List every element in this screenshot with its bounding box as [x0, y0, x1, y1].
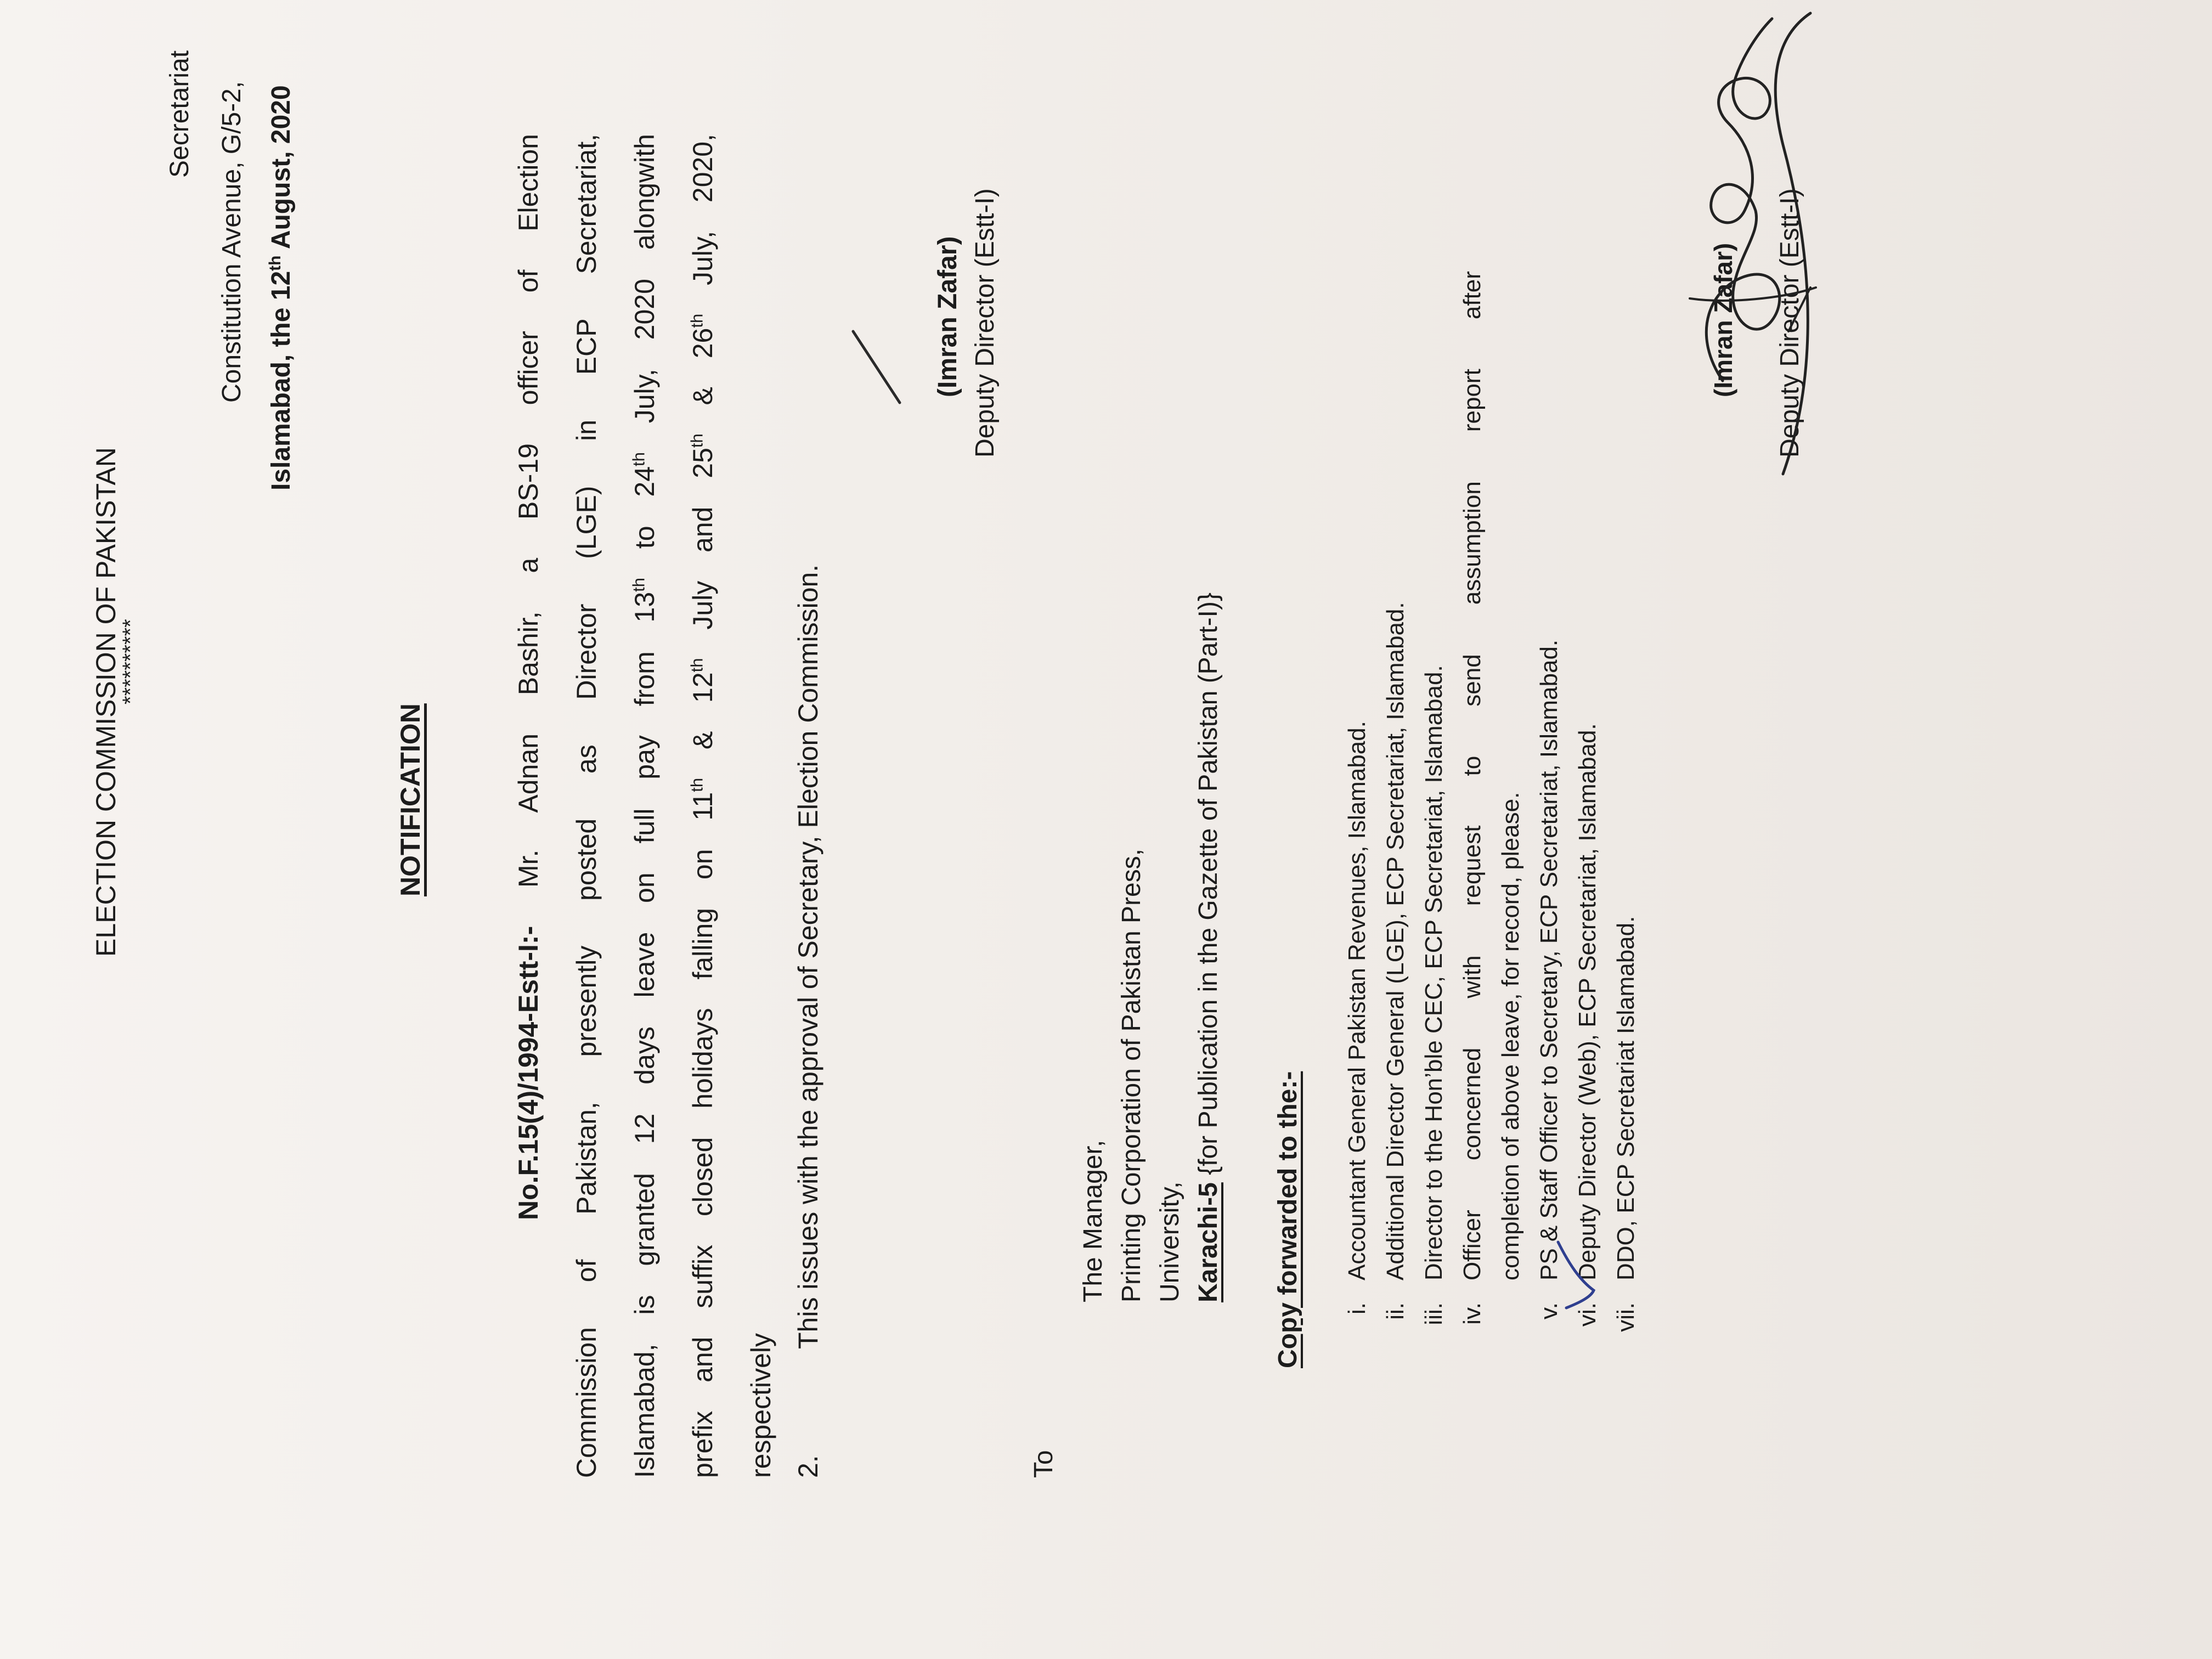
signatory-name-1: (Imran Zafar)	[933, 236, 962, 397]
copy-item-number: vi.	[1574, 1302, 1601, 1327]
handwritten-signature	[1706, 19, 1779, 381]
copy-item-number: i.	[1344, 1302, 1370, 1314]
copy-item-text: PS & Staff Officer to Secretary, ECP Secretariat, Islamabad.	[1536, 639, 1562, 1280]
address-line-2: Constitution Avenue, G/5-2,	[217, 81, 246, 403]
addressee-line-1: The Manager,	[1079, 1139, 1108, 1302]
signatory-designation-2: Deputy Director (Estt-I)	[1775, 188, 1804, 458]
org-title: ELECTION COMMISSION OF PAKISTAN	[91, 447, 121, 957]
body-line-1: No.F.15(4)/1994-Estt-I:- Mr. Adnan Bashir, a BS-19 officer of Election	[513, 134, 544, 1220]
addressee-city: Karachi-5	[1194, 1182, 1223, 1302]
to-label: To	[1029, 1450, 1058, 1478]
date-line: Islamabad, the 12th August, 2020	[266, 85, 296, 490]
copy-item-number: iv.	[1459, 1302, 1486, 1325]
copy-item-text: Director to the Hon’ble CEC, ECP Secretariat, Islamabad.	[1420, 665, 1447, 1280]
header-stars: **********	[119, 619, 143, 704]
ref-number: No.F.15(4)/1994-Estt-I:-	[513, 926, 544, 1220]
copy-item-number: ii.	[1382, 1302, 1409, 1320]
signatory-designation-1: Deputy Director (Estt-I)	[970, 188, 1000, 458]
copy-item-number: vii.	[1612, 1302, 1639, 1332]
initial-tick-mark	[853, 331, 900, 403]
para-2-number: 2.	[793, 1455, 823, 1478]
signatory-name-2: (Imran Zafar)	[1709, 242, 1737, 397]
copy-item-text: Deputy Director (Web), ECP Secretariat, Islamabad.	[1574, 723, 1601, 1280]
copy-item-text: completion of above leave, for record, please.	[1497, 792, 1524, 1280]
copy-item-text: Accountant General Pakistan Revenues, Islamabad.	[1344, 721, 1370, 1280]
copy-item-number: v.	[1536, 1302, 1562, 1319]
para-2-text: This issues with the approval of Secretary, Election Commission.	[793, 564, 823, 1349]
signature-flourish	[1690, 287, 1816, 331]
addressee-line-3: University,	[1155, 1181, 1184, 1302]
body-line-2: Commission of Pakistan, presently posted as Director (LGE) in ECP Secretariat,	[571, 134, 602, 1478]
list-tick-mark	[1558, 1242, 1594, 1308]
address-line-1: Secretariat	[165, 50, 194, 178]
body-line-3: Islamabad, is granted 12 days leave on full pay from 13th to 24th July, 2020 alongwith	[629, 134, 660, 1478]
copy-heading: Copy forwarded to the:-	[1273, 1071, 1302, 1368]
copy-item-text: Officer concerned with request to send assumption report after	[1459, 271, 1486, 1280]
copy-item-number: iii.	[1420, 1302, 1447, 1325]
signature-underline-stroke	[1775, 13, 1810, 474]
body-line-5: respectively	[746, 1333, 776, 1478]
body-line-4: prefix and suffix closed holidays falling on 11th & 12th July and 25th & 26th July, 2020,	[687, 133, 718, 1478]
copy-item-text: Additional Director General (LGE), ECP Secretariat, Islamabad.	[1382, 602, 1409, 1280]
notification-title: NOTIFICATION	[395, 703, 426, 896]
copy-item-text: DDO, ECP Secretariat Islamabad.	[1612, 916, 1639, 1280]
addressee-line-2: Printing Corporation of Pakistan Press,	[1117, 848, 1146, 1302]
addressee-line-4: Karachi-5 {for Publication in the Gazette of Pakistan (Part-I)}	[1194, 592, 1223, 1302]
